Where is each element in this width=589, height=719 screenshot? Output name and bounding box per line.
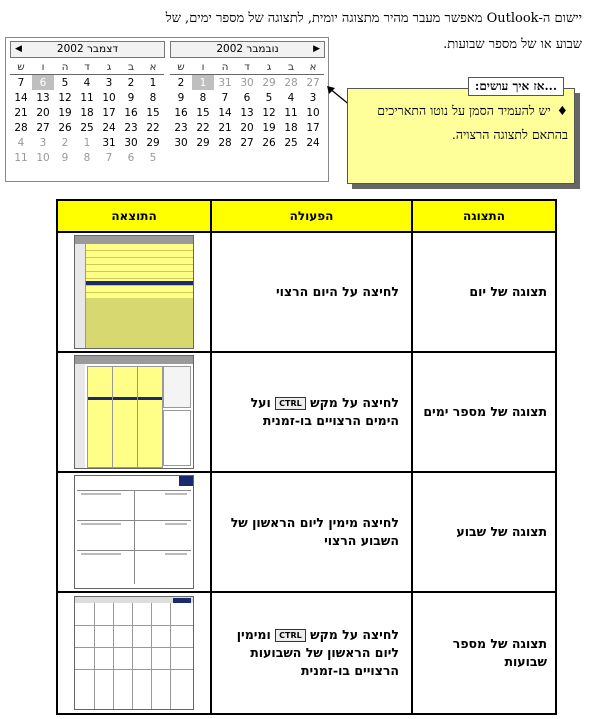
thumb-day-column [87,366,113,468]
thumb-text-line [81,523,121,525]
calendar-day[interactable]: 22 [146,121,160,134]
weekday-label: ב [280,59,302,75]
calendar-day[interactable]: 13 [36,91,50,104]
bullet-diamond-icon: ♦ [556,103,568,118]
thumb-hour-column [75,364,85,468]
multi-day-thumbnail [74,355,194,469]
thumb-after-hours [86,298,193,348]
action-cell [211,592,412,714]
previous-month-arrow-icon[interactable]: ◀ [15,44,22,54]
calendar-grid [10,59,164,165]
thumb-column-line [170,603,171,709]
thumb-task-pane [163,410,191,466]
weekday-header-row [170,59,324,75]
calendar-week-row[interactable] [10,135,164,150]
calendar-day[interactable]: 30 [124,136,138,149]
action-text-continued: ומימין ליום הראשון של השבועות הרצויים בו-זמנית [236,627,399,678]
weekday-label: ה [214,59,236,75]
calendar-day[interactable]: 9 [61,151,69,164]
thumb-text-line [81,553,121,555]
table-header-row [57,200,556,232]
calendar-day[interactable]: 13 [240,106,254,119]
calendar-day[interactable]: 3 [309,91,317,104]
calendar-day[interactable]: 4 [17,136,25,149]
calendar-day[interactable]: 25 [284,136,298,149]
calendar-day[interactable]: 4 [287,91,295,104]
calendar-day[interactable]: 17 [102,106,116,119]
calendar-day[interactable]: 6 [127,151,135,164]
calendar-day[interactable]: 5 [265,91,273,104]
calendar-day[interactable]: 10 [36,151,50,164]
thumb-text-line [81,493,121,495]
thumb-column-line [151,603,152,709]
thumb-gridline [86,278,193,279]
calendar-header [170,41,325,58]
calendar-day[interactable]: 4 [83,76,91,89]
calendar-day[interactable]: 23 [174,121,188,134]
weekday-label: ב [120,59,142,75]
calendar-day[interactable]: 28 [14,121,28,134]
thumb-divider [134,490,135,584]
calendar-day[interactable]: 29 [146,136,160,149]
calendar-day[interactable]: 3 [39,136,47,149]
calendar-day[interactable]: 6 [32,75,54,91]
weekday-label: ד [236,59,258,75]
column-header-result: התוצאה [57,200,211,232]
calendar-day[interactable]: 7 [105,151,113,164]
calendar-day[interactable]: 2 [61,136,69,149]
calendar-day[interactable]: 26 [58,121,72,134]
calendar-day[interactable]: 25 [80,121,94,134]
calendar-day[interactable]: 14 [14,91,28,104]
calendar-title: דצמבר 2002 [56,43,119,55]
calendar-week-row[interactable] [170,75,324,91]
calendar-day[interactable]: 16 [174,106,188,119]
calendar-day[interactable]: 18 [284,121,298,134]
table-row [57,232,556,352]
calendar-day[interactable]: 30 [240,76,254,89]
intro-line-1: יישום ה-Outlook מאפשר מעבר מהיר מתצוגה יומית, לתצוגה של מספר ימים, של [165,11,582,26]
calendar-grid [170,59,324,150]
weekday-label: א [302,59,324,75]
calendar-day[interactable]: 27 [240,136,254,149]
thumb-day-column [112,366,138,468]
thumb-gridline [86,271,193,272]
weekday-label: ש [170,59,192,75]
calendar-day[interactable]: 30 [174,136,188,149]
view-name-cell: תצוגה של מספר שבועות [412,592,556,714]
calendar-day[interactable]: 21 [218,121,232,134]
calendar-day[interactable]: 8 [199,91,207,104]
calendar-day[interactable]: 20 [36,106,50,119]
date-navigator [5,37,329,182]
thumb-header-bar [75,236,193,244]
thumb-column-line [113,603,114,709]
thumb-hour-column [75,244,86,348]
thumb-gridline [86,285,193,286]
calendar-day[interactable]: 16 [124,106,138,119]
thumb-selection-bar [88,397,112,400]
weekday-label: ד [76,59,98,75]
weekday-header-row [10,59,164,75]
result-thumbnail-cell [57,352,211,472]
calendar-day[interactable]: 11 [80,91,94,104]
thumb-gridline [86,250,193,251]
calendar-day[interactable]: 31 [218,76,232,89]
result-thumbnail-cell [57,592,211,714]
tip-text: יש להעמיד הסמן על נוטו התאריכים בהתאם לתצוגה הרצויה. [377,103,568,142]
calendar-day[interactable]: 22 [196,121,210,134]
thumb-row-line [75,647,193,648]
calendar-week-row[interactable] [10,90,164,105]
thumb-corner-box [173,598,191,603]
calendar-day[interactable]: 10 [306,106,320,119]
action-cell [211,472,412,592]
calendar-day[interactable]: 27 [306,76,320,89]
calendar-december [10,41,165,165]
action-cell [211,352,412,472]
calendar-day[interactable]: 3 [105,76,113,89]
calendar-day[interactable]: 21 [14,106,28,119]
weekday-label: ו [32,59,54,75]
calendar-day[interactable]: 19 [58,106,72,119]
thumb-selection-bar [138,397,162,400]
action-cell [211,232,412,352]
calendar-day[interactable]: 6 [243,91,251,104]
calendar-day[interactable]: 1 [192,75,214,91]
action-text: לחיצה על מקש [310,627,399,642]
tip-body [354,99,568,147]
action-text-continued: ועל הימים הרצויים בו-זמנית [250,395,399,428]
calendar-day[interactable]: 12 [58,91,72,104]
action-text: לחיצה על מקש [310,395,399,410]
thumb-text-line [165,523,187,525]
thumb-selection-bar [113,397,137,400]
calendar-week-row[interactable] [10,105,164,120]
calendar-day[interactable]: 7 [221,91,229,104]
thumb-selection-bar [86,281,193,285]
table-row [57,472,556,592]
day-view-thumbnail [74,235,194,349]
calendar-day[interactable]: 27 [36,121,50,134]
weekday-label: ה [54,59,76,75]
intro-line-2: שבוע או של מספר שבועות. [443,37,582,52]
weekday-label: א [142,59,164,75]
tip-callout [347,79,575,184]
calendar-week-row[interactable] [10,150,164,165]
column-header-action: הפעולה [211,200,412,232]
thumb-row-line [75,625,193,626]
ctrl-key-icon: CTRL [275,397,306,410]
calendar-day[interactable]: 15 [146,106,160,119]
action-text: לחיצה על היום הרצוי [275,284,399,299]
calendar-day[interactable]: 8 [149,91,157,104]
table-row [57,352,556,472]
month-view-thumbnail [74,596,194,710]
weekday-label: ו [192,59,214,75]
calendar-day[interactable]: 23 [124,121,138,134]
calendar-day[interactable]: 14 [218,106,232,119]
calendar-day[interactable]: 26 [262,136,276,149]
calendar-day[interactable]: 11 [284,106,298,119]
calendar-day[interactable]: 2 [127,76,135,89]
tip-title: ...אז איך עושים: [468,77,564,96]
calendar-day[interactable]: 29 [262,76,276,89]
calendar-day[interactable]: 15 [196,106,210,119]
calendar-day[interactable]: 9 [127,91,135,104]
thumb-gridline [86,264,193,265]
calendar-week-row[interactable] [170,105,324,120]
calendar-title: נובמבר 2002 [216,43,279,55]
calendar-day[interactable]: 9 [177,91,185,104]
view-name-cell: תצוגה של מספר ימים [412,352,556,472]
thumb-column-line [94,603,95,709]
result-thumbnail-cell [57,472,211,592]
thumb-gridline [86,292,193,293]
view-name-cell: תצוגה של יום [412,232,556,352]
calendar-day[interactable]: 29 [196,136,210,149]
calendar-week-row[interactable] [10,120,164,135]
calendar-day[interactable]: 5 [149,151,157,164]
thumb-header-bar [75,356,193,364]
thumb-gridline [86,257,193,258]
calendar-day[interactable]: 17 [306,121,320,134]
next-month-arrow-icon[interactable]: ▶ [313,44,320,54]
calendar-day[interactable]: 20 [240,121,254,134]
calendar-day[interactable]: 24 [306,136,320,149]
calendar-november [170,41,325,150]
calendar-week-row[interactable] [170,90,324,105]
calendar-day[interactable]: 28 [218,136,232,149]
weekday-label: ש [10,59,32,75]
calendar-day[interactable]: 18 [80,106,94,119]
calendar-day[interactable]: 12 [262,106,276,119]
column-header-view: התצוגה [412,200,556,232]
calendar-day[interactable]: 28 [284,76,298,89]
calendar-week-row[interactable] [10,75,164,91]
thumb-text-line [165,553,187,555]
view-name-cell: תצוגה של שבוע [412,472,556,592]
calendar-day[interactable]: 8 [83,151,91,164]
thumb-column-line [132,603,133,709]
calendar-day[interactable]: 11 [14,151,28,164]
ctrl-key-icon: CTRL [275,629,306,642]
calendar-week-row[interactable] [170,135,324,150]
views-table [56,199,557,715]
weekday-label: ג [258,59,280,75]
calendar-day[interactable]: 19 [262,121,276,134]
calendar-day[interactable]: 24 [102,121,116,134]
calendar-day[interactable]: 1 [149,76,157,89]
action-text: לחיצה מימין ליום הראשון של השבוע הרצוי [230,515,399,548]
calendar-day[interactable]: 2 [177,76,185,89]
calendar-day[interactable]: 1 [83,136,91,149]
calendar-day[interactable]: 31 [102,136,116,149]
thumb-text-line [165,493,187,495]
week-view-thumbnail [74,475,194,589]
calendar-day[interactable]: 10 [102,91,116,104]
thumb-day-column [137,366,163,468]
thumb-corner-box [179,476,193,486]
thumb-mini-calendar [163,366,191,408]
calendar-week-row[interactable] [170,120,324,135]
table-row [57,592,556,714]
thumb-row-line [75,669,193,670]
calendar-header [10,41,165,58]
result-thumbnail-cell [57,232,211,352]
calendar-day[interactable]: 5 [61,76,69,89]
calendar-day[interactable]: 7 [17,76,25,89]
weekday-label: ג [98,59,120,75]
